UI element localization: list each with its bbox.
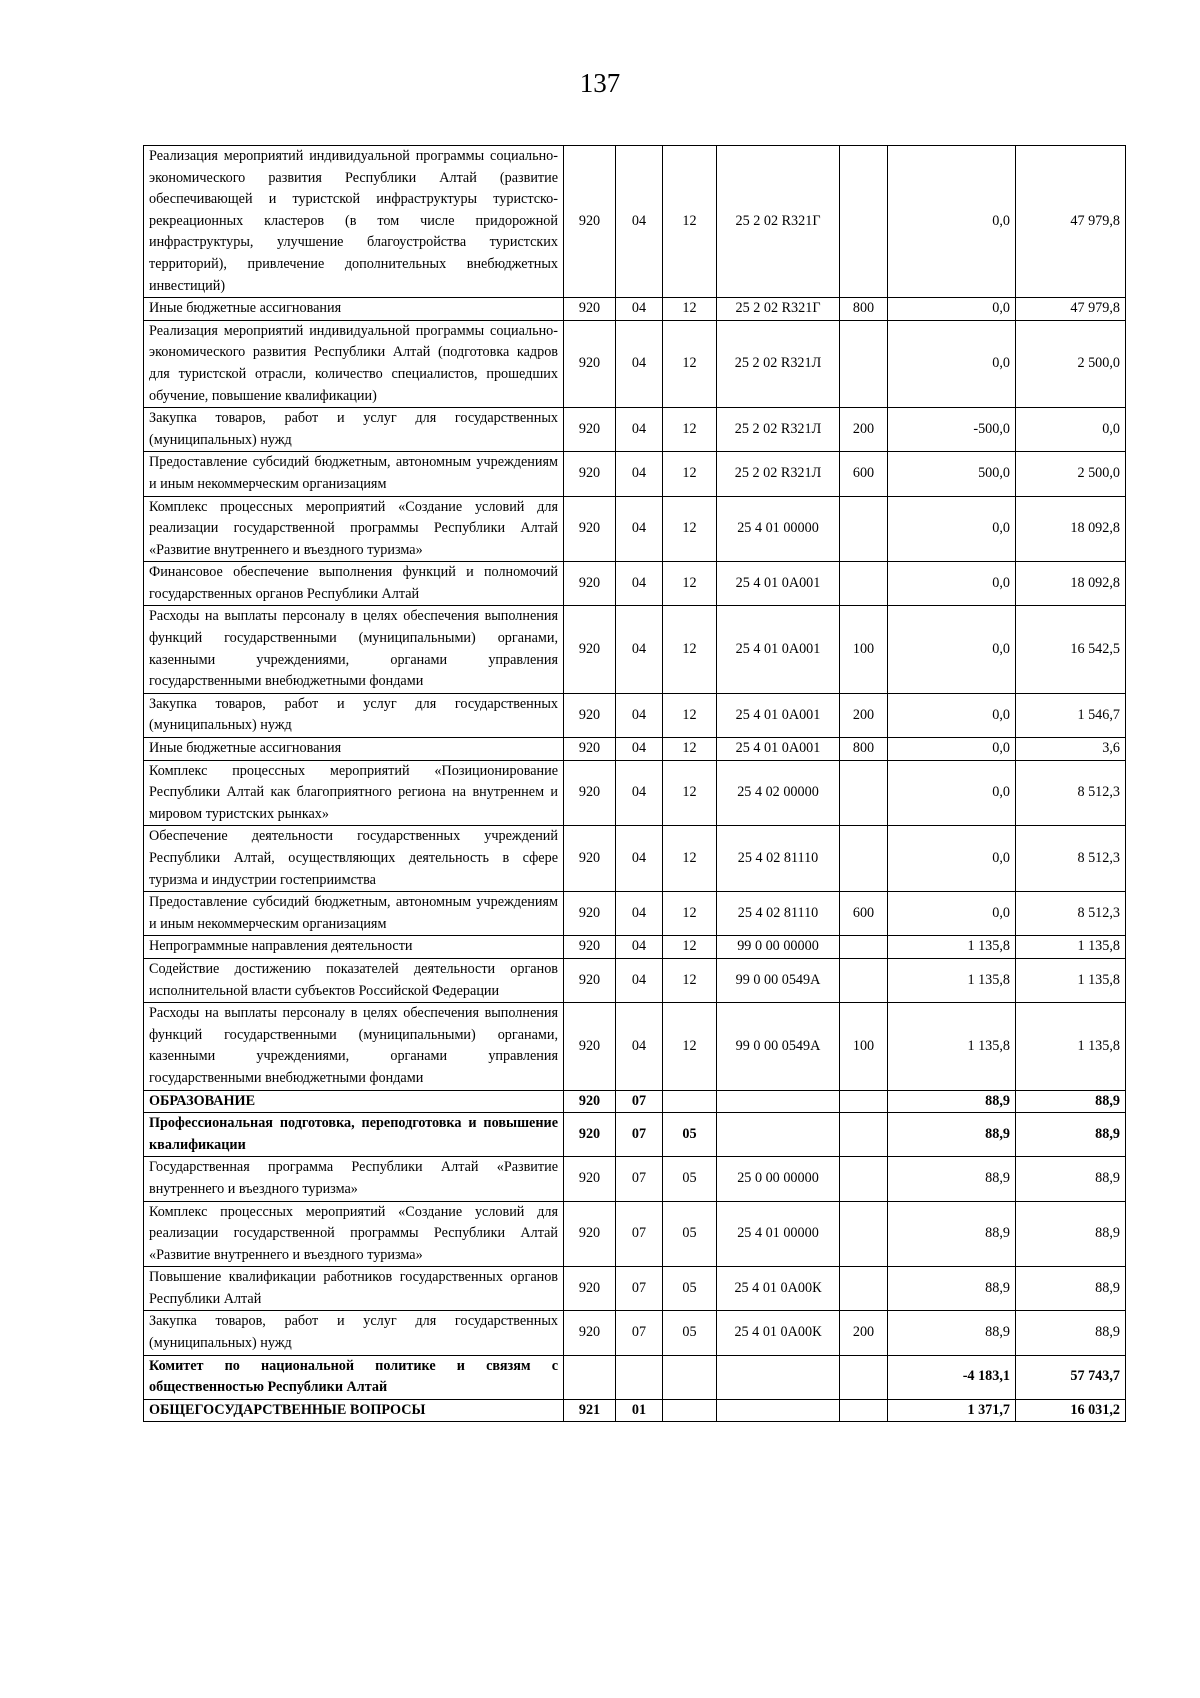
target-article-code: 25 2 02 R321Л	[717, 452, 840, 496]
table-row	[144, 760, 1126, 826]
change-amount: 0,0	[888, 298, 1016, 321]
subsection-code: 05	[663, 1157, 717, 1201]
total-amount: 88,9	[1016, 1090, 1126, 1113]
section-code: 04	[616, 298, 663, 321]
subsection-code: 05	[663, 1267, 717, 1311]
department-code: 920	[564, 146, 616, 298]
table-row	[144, 562, 1126, 606]
target-article-code	[717, 1355, 840, 1399]
expense-type-code	[840, 936, 888, 959]
subsection-code: 12	[663, 738, 717, 761]
total-amount: 0,0	[1016, 408, 1126, 452]
target-article-code: 25 4 02 81110	[717, 826, 840, 892]
change-amount: 500,0	[888, 452, 1016, 496]
department-code: 920	[564, 1201, 616, 1267]
section-code	[616, 1355, 663, 1399]
target-article-code: 25 4 01 0А00К	[717, 1311, 840, 1355]
subsection-code	[663, 1090, 717, 1113]
table-row	[144, 408, 1126, 452]
expense-type-code	[840, 760, 888, 826]
section-code: 04	[616, 320, 663, 407]
expense-type-code	[840, 1399, 888, 1422]
item-name: Расходы на выплаты персоналу в целях обеспечения выполнения функций государственными (муниципальными) органами, казенными учреждениями, органами управления государственными внебюджетными фондами	[144, 606, 564, 693]
expense-type-code: 800	[840, 738, 888, 761]
change-amount: 88,9	[888, 1090, 1016, 1113]
table-row	[144, 146, 1126, 298]
subsection-code	[663, 1355, 717, 1399]
department-code: 920	[564, 496, 616, 562]
expense-type-code	[840, 958, 888, 1002]
total-amount: 88,9	[1016, 1113, 1126, 1157]
subsection-code: 12	[663, 606, 717, 693]
expense-type-code: 200	[840, 693, 888, 737]
item-name: Закупка товаров, работ и услуг для государственных (муниципальных) нужд	[144, 1311, 564, 1355]
expense-type-code	[840, 562, 888, 606]
total-amount: 2 500,0	[1016, 452, 1126, 496]
target-article-code: 99 0 00 0549А	[717, 958, 840, 1002]
section-code: 04	[616, 760, 663, 826]
subsection-code: 12	[663, 892, 717, 936]
expense-type-code	[840, 1157, 888, 1201]
section-code: 04	[616, 738, 663, 761]
item-name: Содействие достижению показателей деятельности органов исполнительной власти субъектов Российской Федерации	[144, 958, 564, 1002]
target-article-code: 25 4 02 81110	[717, 892, 840, 936]
table-row	[144, 1267, 1126, 1311]
target-article-code: 25 0 00 00000	[717, 1157, 840, 1201]
subsection-code: 12	[663, 693, 717, 737]
change-amount: 1 135,8	[888, 1003, 1016, 1090]
total-amount: 8 512,3	[1016, 760, 1126, 826]
target-article-code: 25 2 02 R321Л	[717, 320, 840, 407]
section-code: 04	[616, 892, 663, 936]
subsection-code: 12	[663, 298, 717, 321]
item-name: Обеспечение деятельности государственных учреждений Республики Алтай, осуществляющих деятельность в сфере туризма и индустрии гостеприимства	[144, 826, 564, 892]
expense-type-code	[840, 1355, 888, 1399]
expense-type-code: 600	[840, 892, 888, 936]
change-amount: 88,9	[888, 1157, 1016, 1201]
section-code: 04	[616, 452, 663, 496]
total-amount: 16 031,2	[1016, 1399, 1126, 1422]
department-code: 920	[564, 298, 616, 321]
table-row	[144, 320, 1126, 407]
department-code: 920	[564, 606, 616, 693]
subsection-code: 12	[663, 1003, 717, 1090]
total-amount: 88,9	[1016, 1311, 1126, 1355]
total-amount: 1 546,7	[1016, 693, 1126, 737]
subsection-code: 05	[663, 1113, 717, 1157]
item-name: Комплекс процессных мероприятий «Позиционирование Республики Алтай как благоприятного региона на внутреннем и мировом туристских рынках»	[144, 760, 564, 826]
item-name: Финансовое обеспечение выполнения функций и полномочий государственных органов Республики Алтай	[144, 562, 564, 606]
target-article-code: 25 4 01 00000	[717, 496, 840, 562]
department-code: 920	[564, 1113, 616, 1157]
department-code: 920	[564, 826, 616, 892]
item-name: Комплекс процессных мероприятий «Создание условий для реализации государственной программы Республики Алтай «Развитие внутреннего и въездного туризма»	[144, 496, 564, 562]
expense-type-code	[840, 1090, 888, 1113]
section-code: 04	[616, 496, 663, 562]
page-number: 137	[579, 68, 621, 98]
expense-type-code	[840, 826, 888, 892]
target-article-code: 25 4 01 0А001	[717, 606, 840, 693]
change-amount: 88,9	[888, 1311, 1016, 1355]
change-amount: 0,0	[888, 146, 1016, 298]
target-article-code: 25 4 01 0А001	[717, 738, 840, 761]
table-row	[144, 738, 1126, 761]
item-name: Государственная программа Республики Алтай «Развитие внутреннего и въездного туризма»	[144, 1157, 564, 1201]
change-amount: 1 135,8	[888, 958, 1016, 1002]
table-row	[144, 826, 1126, 892]
expense-type-code: 800	[840, 298, 888, 321]
table-row	[144, 1355, 1126, 1399]
item-name: Комплекс процессных мероприятий «Создание условий для реализации государственной программы Республики Алтай «Развитие внутреннего и въездного туризма»	[144, 1201, 564, 1267]
department-code: 920	[564, 936, 616, 959]
department-code: 920	[564, 738, 616, 761]
section-code: 04	[616, 936, 663, 959]
section-code: 04	[616, 562, 663, 606]
table-row	[144, 606, 1126, 693]
target-article-code: 25 2 02 R321Г	[717, 146, 840, 298]
subsection-code: 12	[663, 562, 717, 606]
item-name: Иные бюджетные ассигнования	[144, 738, 564, 761]
table-row	[144, 496, 1126, 562]
section-code: 04	[616, 693, 663, 737]
total-amount: 8 512,3	[1016, 826, 1126, 892]
department-code: 920	[564, 1311, 616, 1355]
subsection-code: 12	[663, 146, 717, 298]
item-name: Предоставление субсидий бюджетным, автономным учреждениям и иным некоммерческим организациям	[144, 892, 564, 936]
change-amount: 0,0	[888, 562, 1016, 606]
section-code: 04	[616, 606, 663, 693]
department-code: 920	[564, 1157, 616, 1201]
item-name: Закупка товаров, работ и услуг для государственных (муниципальных) нужд	[144, 408, 564, 452]
department-code: 920	[564, 1003, 616, 1090]
table-row	[144, 958, 1126, 1002]
change-amount: 88,9	[888, 1201, 1016, 1267]
change-amount: 0,0	[888, 496, 1016, 562]
department-code: 920	[564, 693, 616, 737]
subsection-code: 12	[663, 760, 717, 826]
subsection-code: 12	[663, 496, 717, 562]
total-amount: 18 092,8	[1016, 562, 1126, 606]
item-name: Расходы на выплаты персоналу в целях обеспечения выполнения функций государственными (муниципальными) органами, казенными учреждениями, органами управления государственными внебюджетными фондами	[144, 1003, 564, 1090]
change-amount: 0,0	[888, 760, 1016, 826]
subsection-code: 12	[663, 452, 717, 496]
department-code: 920	[564, 452, 616, 496]
department-code	[564, 1355, 616, 1399]
total-amount: 47 979,8	[1016, 298, 1126, 321]
change-amount: 88,9	[888, 1267, 1016, 1311]
change-amount: -500,0	[888, 408, 1016, 452]
change-amount: 0,0	[888, 693, 1016, 737]
subsection-code: 12	[663, 320, 717, 407]
target-article-code: 25 2 02 R321Л	[717, 408, 840, 452]
department-code: 920	[564, 1090, 616, 1113]
expense-type-code	[840, 146, 888, 298]
expense-type-code: 600	[840, 452, 888, 496]
section-code: 04	[616, 958, 663, 1002]
item-name: Реализация мероприятий индивидуальной программы социально-экономического развития Республики Алтай (подготовка кадров для туристской отрасли, количество специалистов, прошедших обучение, повышение квалификации)	[144, 320, 564, 407]
change-amount: -4 183,1	[888, 1355, 1016, 1399]
target-article-code: 99 0 00 0549А	[717, 1003, 840, 1090]
department-code: 920	[564, 958, 616, 1002]
department-code: 920	[564, 892, 616, 936]
subsection-code: 05	[663, 1311, 717, 1355]
change-amount: 0,0	[888, 606, 1016, 693]
table-row	[144, 298, 1126, 321]
subsection-code	[663, 1399, 717, 1422]
section-code: 04	[616, 408, 663, 452]
expense-type-code	[840, 1267, 888, 1311]
table-row	[144, 1113, 1126, 1157]
target-article-code: 99 0 00 00000	[717, 936, 840, 959]
table-row	[144, 1003, 1126, 1090]
total-amount: 18 092,8	[1016, 496, 1126, 562]
target-article-code	[717, 1113, 840, 1157]
target-article-code: 25 4 02 00000	[717, 760, 840, 826]
total-amount: 1 135,8	[1016, 936, 1126, 959]
section-code: 07	[616, 1157, 663, 1201]
section-code: 04	[616, 146, 663, 298]
change-amount: 1 371,7	[888, 1399, 1016, 1422]
subsection-code: 12	[663, 958, 717, 1002]
item-name: Профессиональная подготовка, переподготовка и повышение квалификации	[144, 1113, 564, 1157]
item-name: Комитет по национальной политике и связям с общественностью Республики Алтай	[144, 1355, 564, 1399]
table-row	[144, 693, 1126, 737]
subsection-code: 12	[663, 826, 717, 892]
table-row	[144, 1399, 1126, 1422]
department-code: 920	[564, 408, 616, 452]
table-row	[144, 1090, 1126, 1113]
section-code: 01	[616, 1399, 663, 1422]
expense-type-code	[840, 1113, 888, 1157]
target-article-code	[717, 1399, 840, 1422]
expense-type-code: 100	[840, 1003, 888, 1090]
target-article-code: 25 4 01 00000	[717, 1201, 840, 1267]
expense-type-code	[840, 320, 888, 407]
item-name: Закупка товаров, работ и услуг для государственных (муниципальных) нужд	[144, 693, 564, 737]
subsection-code: 12	[663, 936, 717, 959]
department-code: 920	[564, 760, 616, 826]
table-row	[144, 1157, 1126, 1201]
target-article-code	[717, 1090, 840, 1113]
total-amount: 47 979,8	[1016, 146, 1126, 298]
subsection-code: 05	[663, 1201, 717, 1267]
table-row	[144, 1201, 1126, 1267]
total-amount: 88,9	[1016, 1157, 1126, 1201]
total-amount: 1 135,8	[1016, 1003, 1126, 1090]
expense-type-code	[840, 1201, 888, 1267]
table-row	[144, 1311, 1126, 1355]
table-row	[144, 892, 1126, 936]
total-amount: 1 135,8	[1016, 958, 1126, 1002]
target-article-code: 25 4 01 0А001	[717, 562, 840, 606]
section-code: 04	[616, 1003, 663, 1090]
section-code: 04	[616, 826, 663, 892]
item-name: Реализация мероприятий индивидуальной программы социально-экономического развития Республики Алтай (развитие обеспечивающей и туристской инфраструктуры туристско-рекреационных кластеров (в том числе придорожной инфраструктуры, улучшение благоустройства туристских территорий), привлечение дополнительных внебюджетных инвестиций)	[144, 146, 564, 298]
item-name: Повышение квалификации работников государственных органов Республики Алтай	[144, 1267, 564, 1311]
total-amount: 8 512,3	[1016, 892, 1126, 936]
section-code: 07	[616, 1311, 663, 1355]
target-article-code: 25 4 01 0А001	[717, 693, 840, 737]
item-name: Предоставление субсидий бюджетным, автономным учреждениям и иным некоммерческим организациям	[144, 452, 564, 496]
total-amount: 88,9	[1016, 1267, 1126, 1311]
item-name: Непрограммные направления деятельности	[144, 936, 564, 959]
change-amount: 0,0	[888, 826, 1016, 892]
department-code: 921	[564, 1399, 616, 1422]
expense-type-code: 200	[840, 408, 888, 452]
change-amount: 0,0	[888, 738, 1016, 761]
total-amount: 2 500,0	[1016, 320, 1126, 407]
total-amount: 57 743,7	[1016, 1355, 1126, 1399]
section-code: 07	[616, 1267, 663, 1311]
total-amount: 16 542,5	[1016, 606, 1126, 693]
expense-type-code: 200	[840, 1311, 888, 1355]
change-amount: 1 135,8	[888, 936, 1016, 959]
budget-table	[143, 145, 1126, 1422]
table-row	[144, 936, 1126, 959]
subsection-code: 12	[663, 408, 717, 452]
target-article-code: 25 4 01 0А00К	[717, 1267, 840, 1311]
total-amount: 88,9	[1016, 1201, 1126, 1267]
target-article-code: 25 2 02 R321Г	[717, 298, 840, 321]
change-amount: 0,0	[888, 892, 1016, 936]
change-amount: 88,9	[888, 1113, 1016, 1157]
item-name: Иные бюджетные ассигнования	[144, 298, 564, 321]
total-amount: 3,6	[1016, 738, 1126, 761]
item-name: ОБРАЗОВАНИЕ	[144, 1090, 564, 1113]
section-code: 07	[616, 1201, 663, 1267]
change-amount: 0,0	[888, 320, 1016, 407]
section-code: 07	[616, 1113, 663, 1157]
department-code: 920	[564, 320, 616, 407]
department-code: 920	[564, 1267, 616, 1311]
expense-type-code	[840, 496, 888, 562]
table-row	[144, 452, 1126, 496]
expense-type-code: 100	[840, 606, 888, 693]
department-code: 920	[564, 562, 616, 606]
section-code: 07	[616, 1090, 663, 1113]
item-name: ОБЩЕГОСУДАРСТВЕННЫЕ ВОПРОСЫ	[144, 1399, 564, 1422]
